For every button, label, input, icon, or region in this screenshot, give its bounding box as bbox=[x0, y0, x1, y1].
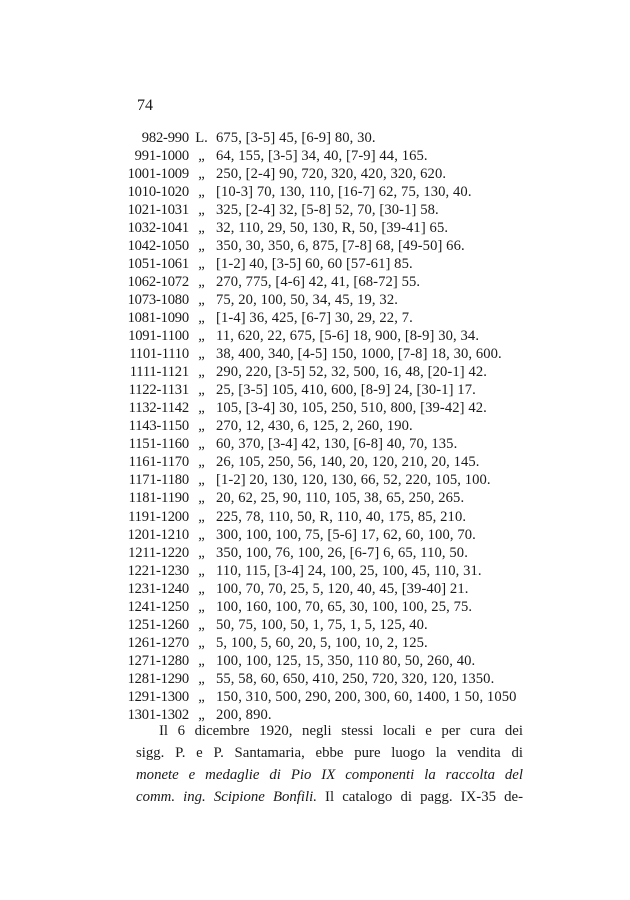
ditto-mark: „ bbox=[198, 616, 205, 633]
lot-range: 1062-1072 bbox=[127, 273, 189, 290]
lot-prices: 100, 160, 100, 70, 65, 30, 100, 100, 25, 75. bbox=[216, 598, 473, 615]
lot-range: 1291-1300 bbox=[127, 688, 189, 705]
table-row bbox=[124, 400, 524, 418]
lot-prices: 675, [3-5] 45, [6-9] 80, 30. bbox=[216, 129, 376, 146]
lot-range: 1081-1090 bbox=[127, 309, 189, 326]
lot-prices: 290, 220, [3-5] 52, 32, 500, 16, 48, [20-1] 42. bbox=[216, 364, 488, 381]
lot-range: 1161-1170 bbox=[128, 454, 189, 471]
lot-range: 1032-1041 bbox=[127, 219, 189, 236]
table-row bbox=[124, 328, 524, 346]
lot-range: 1201-1210 bbox=[127, 526, 189, 543]
lot-prices: 38, 400, 340, [4-5] 150, 1000, [7-8] 18, 30, 600. bbox=[216, 346, 502, 363]
paragraph-line-3: monete e medaglie di Pio IX componenti la raccolta del bbox=[136, 767, 523, 783]
lot-prices: 110, 115, [3-4] 24, 100, 25, 100, 45, 110, 31. bbox=[216, 562, 482, 579]
ditto-mark: „ bbox=[198, 400, 205, 417]
paragraph-line-2: sigg. P. e P. Santamaria, ebbe pure luogo la vendita di bbox=[136, 745, 523, 761]
lot-prices: 20, 62, 25, 90, 110, 105, 38, 65, 250, 265. bbox=[216, 490, 465, 507]
lot-range: 1301-1302 bbox=[127, 707, 189, 724]
ditto-mark: „ bbox=[198, 472, 205, 489]
table-row bbox=[124, 346, 524, 364]
lot-prices: 55, 58, 60, 650, 410, 250, 720, 320, 120, 1350. bbox=[216, 670, 495, 687]
lot-prices: [1-2] 40, [3-5] 60, 60 [57-61] 85. bbox=[216, 255, 413, 272]
lot-range: 991-1000 bbox=[134, 147, 189, 164]
lot-prices: 5, 100, 5, 60, 20, 5, 100, 10, 2, 125. bbox=[216, 634, 428, 651]
lot-prices: 11, 620, 22, 675, [5-6] 18, 900, [8-9] 30, 34. bbox=[216, 328, 480, 345]
table-row bbox=[124, 616, 524, 634]
lot-range: 1151-1160 bbox=[128, 436, 189, 453]
ditto-mark: „ bbox=[198, 291, 205, 308]
lot-range: 1281-1290 bbox=[127, 670, 189, 687]
table-row bbox=[124, 237, 524, 255]
body-paragraph bbox=[136, 720, 523, 808]
ditto-mark: „ bbox=[198, 490, 205, 507]
lot-prices: 250, [2-4] 90, 720, 320, 420, 320, 620. bbox=[216, 165, 447, 182]
table-row bbox=[124, 201, 524, 219]
lot-range: 1191-1200 bbox=[128, 508, 189, 525]
lot-range: 1111-1121 bbox=[129, 364, 189, 381]
ditto-mark: „ bbox=[198, 562, 205, 579]
ditto-mark: L. bbox=[195, 129, 208, 146]
lot-prices: 64, 155, [3-5] 34, 40, [7-9] 44, 165. bbox=[216, 147, 428, 164]
lot-prices: 350, 30, 350, 6, 875, [7-8] 68, [49-50] 66. bbox=[216, 237, 465, 254]
table-row bbox=[124, 129, 524, 147]
table-row bbox=[124, 147, 524, 165]
table-row bbox=[124, 562, 524, 580]
table-row bbox=[124, 418, 524, 436]
lot-prices: 100, 70, 70, 25, 5, 120, 40, 45, [39-40] 21. bbox=[216, 580, 469, 597]
ditto-mark: „ bbox=[198, 707, 205, 724]
table-row bbox=[124, 670, 524, 688]
lot-range: 1073-1080 bbox=[127, 291, 189, 308]
table-row bbox=[124, 490, 524, 508]
lot-range: 1021-1031 bbox=[127, 201, 189, 218]
ditto-mark: „ bbox=[198, 382, 205, 399]
lot-prices: 75, 20, 100, 50, 34, 45, 19, 32. bbox=[216, 291, 398, 308]
table-row bbox=[124, 652, 524, 670]
table-row bbox=[124, 580, 524, 598]
table-row bbox=[124, 291, 524, 309]
paragraph-line-4-roman: Il catalogo di pagg. IX-35 de- bbox=[316, 789, 524, 805]
lot-prices: 325, [2-4] 32, [5-8] 52, 70, [30-1] 58. bbox=[216, 201, 439, 218]
lot-range: 1251-1260 bbox=[127, 616, 189, 633]
table-row bbox=[124, 508, 524, 526]
lot-prices: 105, [3-4] 30, 105, 250, 510, 800, [39-42] 42. bbox=[216, 400, 487, 417]
table-row bbox=[124, 255, 524, 273]
lot-prices: 150, 310, 500, 290, 200, 300, 60, 1400, 1 50, 1050 bbox=[216, 688, 517, 705]
table-row bbox=[124, 165, 524, 183]
lot-range: 1010-1020 bbox=[127, 183, 189, 200]
ditto-mark: „ bbox=[198, 652, 205, 669]
lot-prices: 26, 105, 250, 56, 140, 20, 120, 210, 20, 145. bbox=[216, 454, 480, 471]
lot-prices: 225, 78, 110, 50, R, 110, 40, 175, 85, 210. bbox=[216, 508, 467, 525]
ditto-mark: „ bbox=[198, 237, 205, 254]
paragraph-line-1: Il 6 dicembre 1920, negli stessi locali e per cura dei bbox=[159, 723, 523, 739]
page-number: 74 bbox=[137, 97, 153, 114]
table-row bbox=[124, 436, 524, 454]
table-row bbox=[124, 364, 524, 382]
lot-range: 1261-1270 bbox=[127, 634, 189, 651]
table-row bbox=[124, 273, 524, 291]
lot-range: 1091-1100 bbox=[128, 328, 189, 345]
ditto-mark: „ bbox=[198, 670, 205, 687]
lot-range: 1101-1110 bbox=[129, 346, 189, 363]
lot-range: 1171-1180 bbox=[128, 472, 189, 489]
ditto-mark: „ bbox=[198, 309, 205, 326]
lot-range: 1132-1142 bbox=[128, 400, 189, 417]
lot-range: 1042-1050 bbox=[127, 237, 189, 254]
ditto-mark: „ bbox=[198, 147, 205, 164]
ditto-mark: „ bbox=[198, 580, 205, 597]
table-row bbox=[124, 526, 524, 544]
table-row bbox=[124, 634, 524, 652]
lot-range: 1221-1230 bbox=[127, 562, 189, 579]
table-row bbox=[124, 472, 524, 490]
price-list-table bbox=[124, 129, 524, 725]
lot-range: 1181-1190 bbox=[128, 490, 189, 507]
table-row bbox=[124, 454, 524, 472]
paragraph-line-4-italic: comm. ing. Scipione Bonfili. bbox=[136, 789, 317, 805]
table-row bbox=[124, 183, 524, 201]
ditto-mark: „ bbox=[198, 526, 205, 543]
ditto-mark: „ bbox=[198, 634, 205, 651]
lot-range: 1271-1280 bbox=[127, 652, 189, 669]
ditto-mark: „ bbox=[198, 219, 205, 236]
ditto-mark: „ bbox=[198, 454, 205, 471]
lot-prices: 32, 110, 29, 50, 130, R, 50, [39-41] 65. bbox=[216, 219, 449, 236]
ditto-mark: „ bbox=[198, 201, 205, 218]
lot-prices: 300, 100, 100, 75, [5-6] 17, 62, 60, 100, 70. bbox=[216, 526, 476, 543]
lot-range: 1001-1009 bbox=[127, 165, 189, 182]
paragraph-line-4 bbox=[136, 786, 523, 808]
lot-range: 1231-1240 bbox=[127, 580, 189, 597]
table-row bbox=[124, 309, 524, 327]
lot-range: 1143-1150 bbox=[128, 418, 189, 435]
ditto-mark: „ bbox=[198, 436, 205, 453]
ditto-mark: „ bbox=[198, 598, 205, 615]
lot-prices: [1-2] 20, 130, 120, 130, 66, 52, 220, 105, 100. bbox=[216, 472, 491, 489]
ditto-mark: „ bbox=[198, 346, 205, 363]
table-row bbox=[124, 688, 524, 706]
ditto-mark: „ bbox=[198, 418, 205, 435]
lot-prices: [1-4] 36, 425, [6-7] 30, 29, 22, 7. bbox=[216, 309, 413, 326]
table-row bbox=[124, 598, 524, 616]
lot-prices: 270, 775, [4-6] 42, 41, [68-72] 55. bbox=[216, 273, 421, 290]
lot-prices: 200, 890. bbox=[216, 707, 272, 724]
ditto-mark: „ bbox=[198, 165, 205, 182]
lot-range: 982-990 bbox=[141, 129, 189, 146]
lot-prices: 270, 12, 430, 6, 125, 2, 260, 190. bbox=[216, 418, 413, 435]
lot-range: 1051-1061 bbox=[127, 255, 189, 272]
lot-range: 1241-1250 bbox=[127, 598, 189, 615]
lot-prices: [10-3] 70, 130, 110, [16-7] 62, 75, 130, 40. bbox=[216, 183, 472, 200]
lot-range: 1122-1131 bbox=[128, 382, 189, 399]
lot-prices: 50, 75, 100, 50, 1, 75, 1, 5, 125, 40. bbox=[216, 616, 428, 633]
lot-prices: 60, 370, [3-4] 42, 130, [6-8] 40, 70, 135. bbox=[216, 436, 458, 453]
table-row bbox=[124, 544, 524, 562]
ditto-mark: „ bbox=[198, 183, 205, 200]
table-row bbox=[124, 219, 524, 237]
ditto-mark: „ bbox=[198, 364, 205, 381]
ditto-mark: „ bbox=[198, 508, 205, 525]
lot-range: 1211-1220 bbox=[128, 544, 189, 561]
ditto-mark: „ bbox=[198, 328, 205, 345]
lot-prices: 350, 100, 76, 100, 26, [6-7] 6, 65, 110, 50. bbox=[216, 544, 468, 561]
lot-prices: 100, 100, 125, 15, 350, 110 80, 50, 260, 40. bbox=[216, 652, 476, 669]
table-row bbox=[124, 382, 524, 400]
ditto-mark: „ bbox=[198, 273, 205, 290]
ditto-mark: „ bbox=[198, 688, 205, 705]
ditto-mark: „ bbox=[198, 544, 205, 561]
ditto-mark: „ bbox=[198, 255, 205, 272]
lot-prices: 25, [3-5] 105, 410, 600, [8-9] 24, [30-1] 17. bbox=[216, 382, 476, 399]
